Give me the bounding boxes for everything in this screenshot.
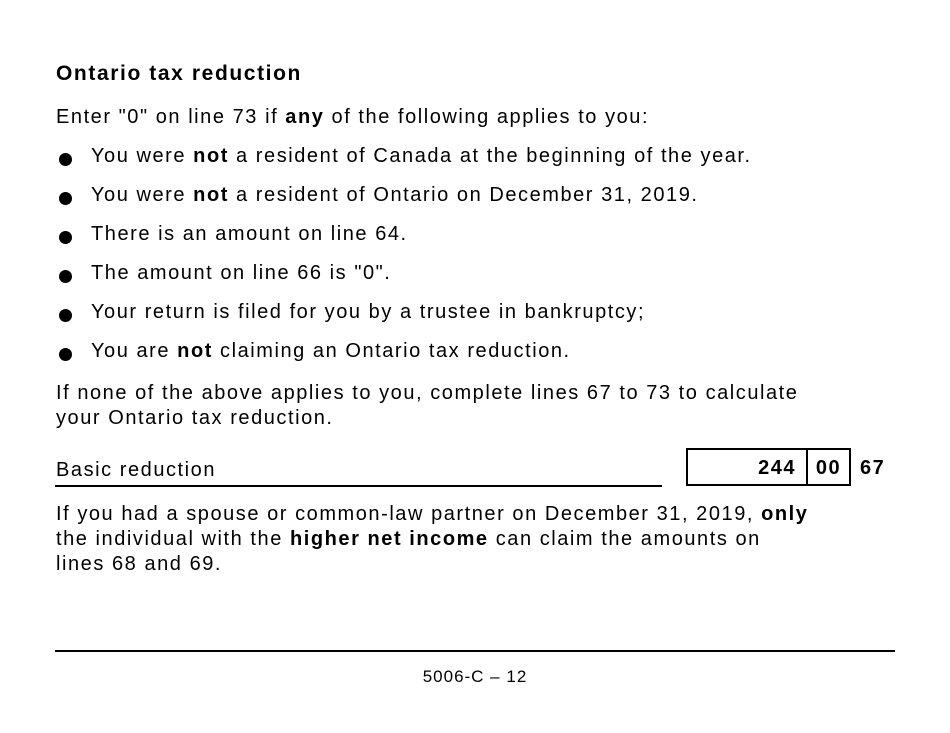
item-text-before: The amount on line 66 is "0". — [91, 262, 392, 284]
spouse-line2-before: the individual with the — [56, 528, 290, 550]
bullet-icon — [59, 153, 72, 166]
item-text-bold: not — [177, 340, 213, 362]
item-text-before: You were — [91, 184, 194, 206]
none-applies-line2: your Ontario tax reduction. — [56, 407, 334, 429]
spouse-line1-bold: only — [761, 503, 809, 525]
basic-reduction-amount-field[interactable] — [686, 448, 851, 486]
item-text-bold: not — [193, 184, 229, 206]
intro-text — [56, 105, 649, 130]
list-item — [56, 220, 752, 259]
intro-before: Enter "0" on line 73 if — [56, 106, 286, 128]
item-text-before: There is an amount on line 64. — [91, 223, 408, 245]
spouse-line2-bold: higher net income — [290, 528, 489, 550]
basic-reduction-label: Basic reduction — [56, 459, 216, 481]
bullet-icon — [59, 309, 72, 322]
none-applies-line1: If none of the above applies to you, complete lines 67 to 73 to calculate — [56, 382, 799, 404]
spouse-line3: lines 68 and 69. — [56, 553, 223, 575]
amount-cents: 00 — [815, 457, 842, 479]
item-text-after: claiming an Ontario tax reduction. — [212, 340, 571, 362]
bullet-icon — [59, 348, 72, 361]
item-text-after: a resident of Ontario on December 31, 2019. — [228, 184, 699, 206]
page-number-label: 5006-C – 12 — [422, 667, 528, 686]
spouse-line2-after: can claim the amounts on — [488, 528, 761, 550]
spouse-line1-before: If you had a spouse or common-law partner on December 31, 2019, — [56, 503, 762, 525]
section-title: Ontario tax reduction — [56, 62, 302, 85]
intro-bold: any — [285, 106, 325, 128]
footer-divider — [55, 650, 895, 652]
bullet-icon — [59, 270, 72, 283]
none-applies-text — [56, 381, 798, 431]
list-item — [56, 181, 752, 220]
list-item — [56, 298, 752, 337]
item-text-before: Your return is filed for you by a trustee in bankruptcy; — [91, 301, 646, 323]
intro-after: of the following applies to you: — [324, 106, 650, 128]
item-text-before: You are — [91, 340, 178, 362]
list-item — [56, 142, 752, 181]
spouse-note — [56, 502, 808, 577]
amount-dollars: 244 — [688, 450, 808, 484]
page-number — [0, 667, 950, 687]
list-item — [56, 259, 752, 298]
item-text-after: a resident of Canada at the beginning of the year. — [228, 145, 752, 167]
bullet-icon — [59, 231, 72, 244]
basic-reduction-underline — [55, 485, 662, 487]
line-number: 67 — [860, 457, 886, 479]
item-text-before: You were — [91, 145, 194, 167]
bullet-icon — [59, 192, 72, 205]
list-item — [56, 337, 752, 376]
conditions-list — [56, 142, 752, 376]
item-text-bold: not — [193, 145, 229, 167]
